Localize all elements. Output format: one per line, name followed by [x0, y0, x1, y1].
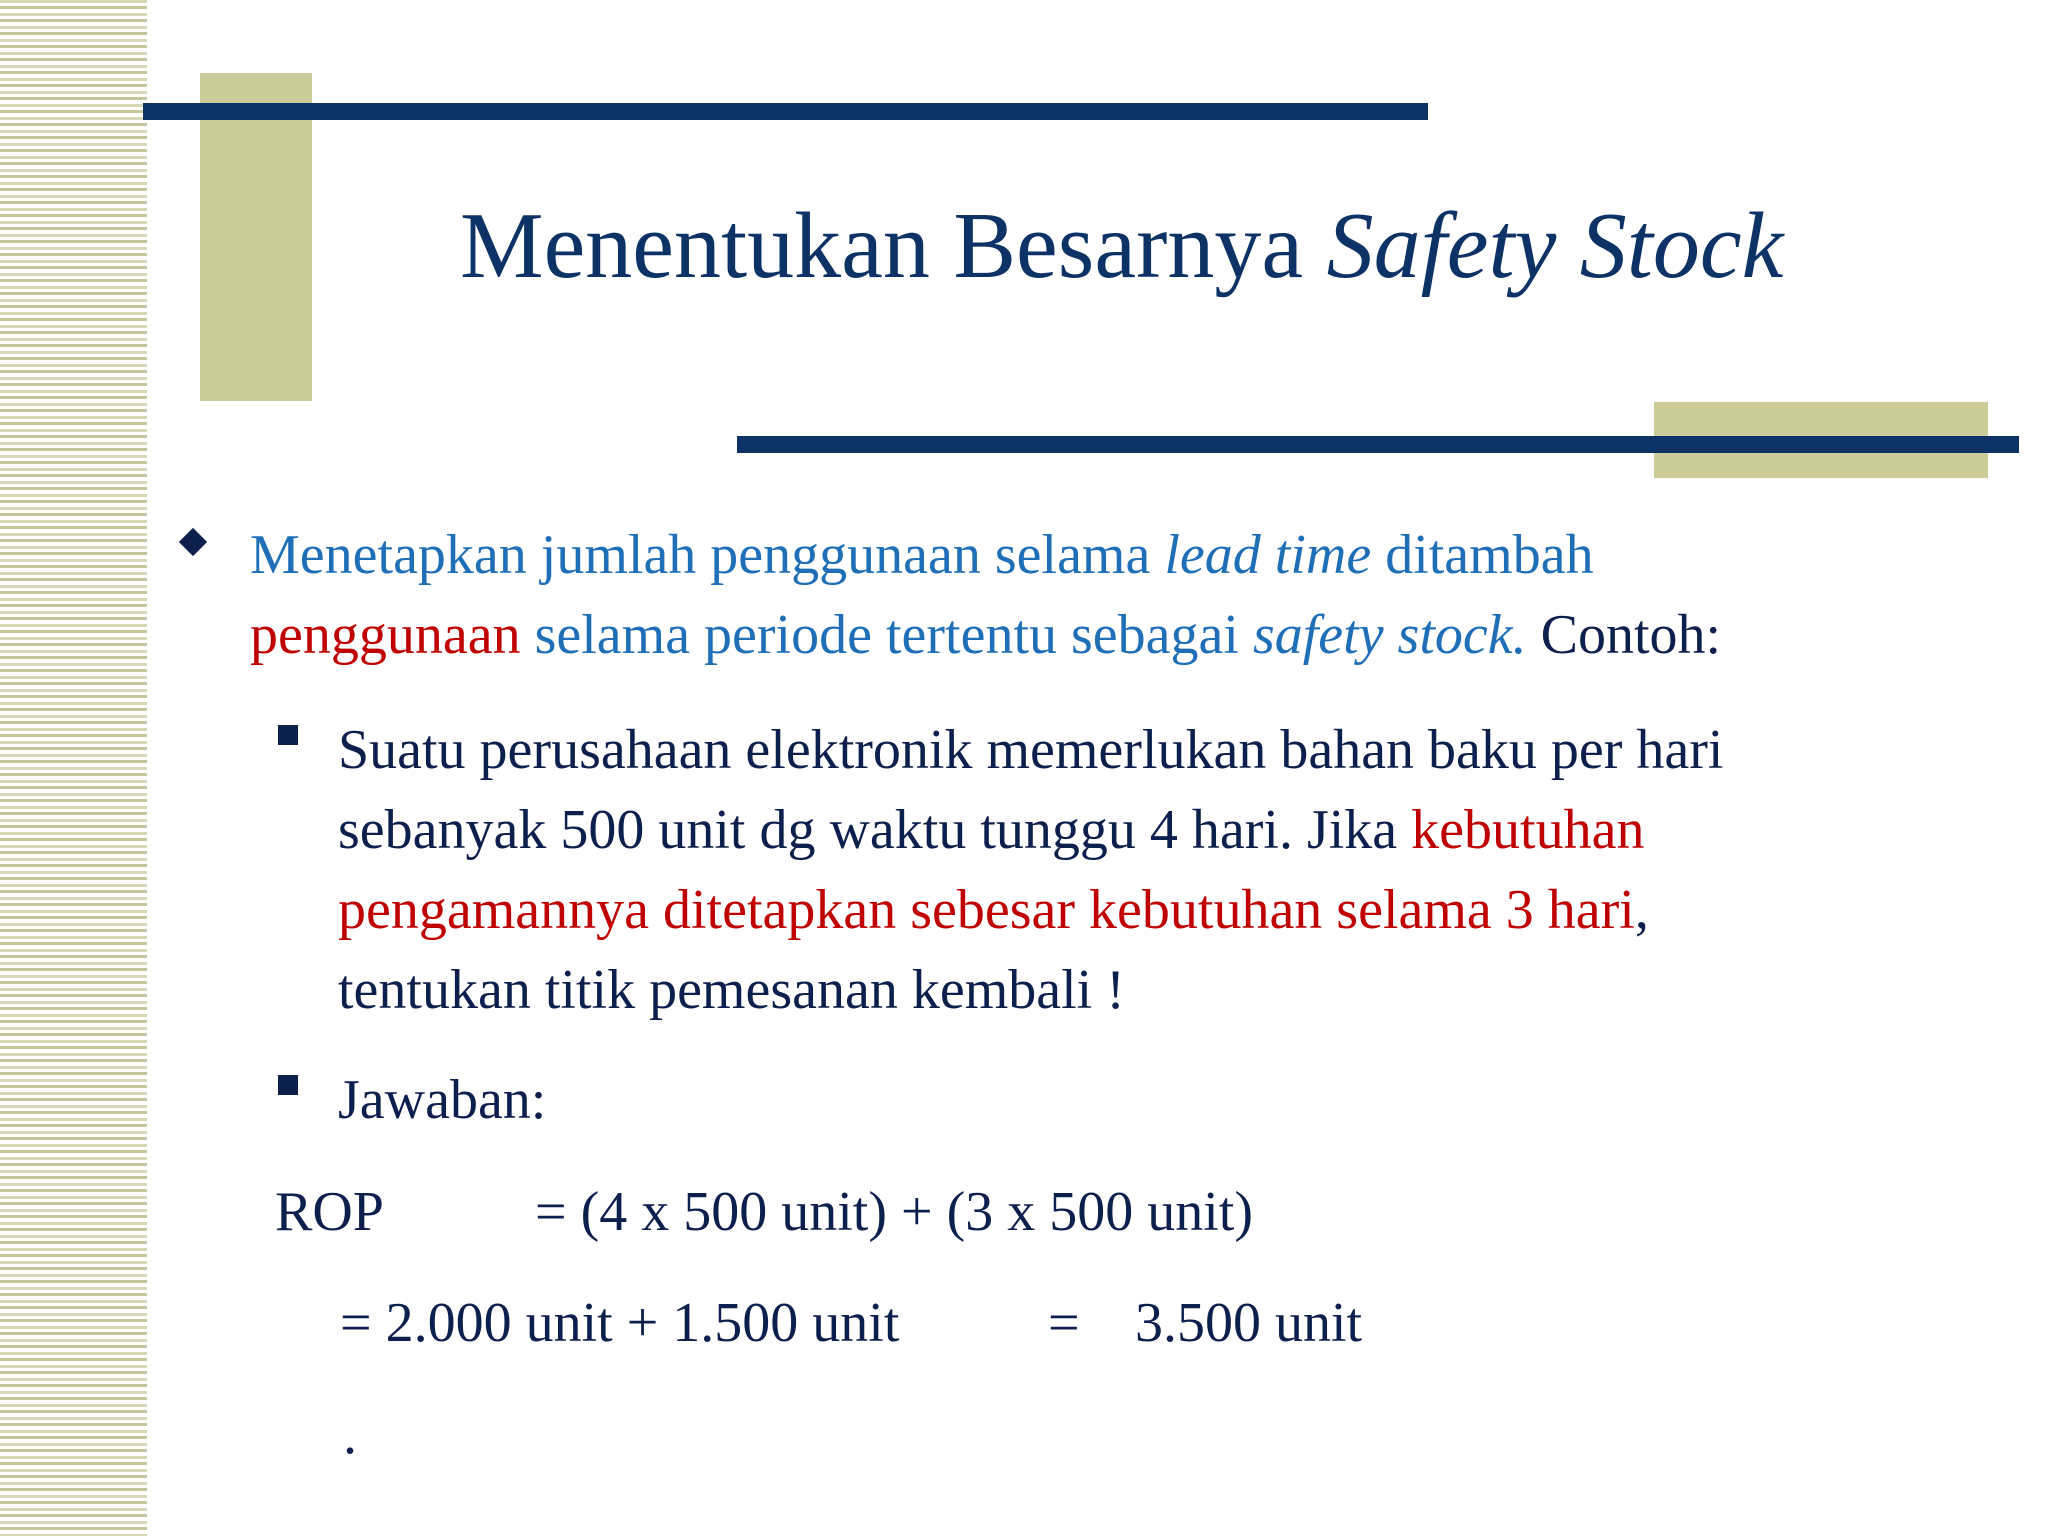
sub1-line1: Suatu perusahaan elektronik memerlukan bahan baku per hari [338, 719, 1724, 781]
sub1-line3 [338, 870, 1649, 950]
formula-result: 3.500 unit [1135, 1292, 1363, 1354]
formula-rop-label: ROP [275, 1181, 384, 1243]
bullet1-line2-text: selama periode tertentu sebagai [520, 604, 1253, 666]
sub1-line2 [338, 790, 1644, 870]
square-bullet-icon [278, 1075, 298, 1095]
formula-equals: = [1048, 1292, 1080, 1354]
bullet1-line2-dark: Contoh: [1526, 604, 1722, 666]
khaki-block-left [200, 73, 312, 401]
square-bullet-icon [278, 725, 298, 745]
formula-rop-expression: = (4 x 500 unit) + (3 x 500 unit) [535, 1181, 1253, 1243]
bullet1-line1-text: Menetapkan jumlah penggunaan selama [250, 524, 1165, 586]
title-italic: Safety Stock [1326, 194, 1784, 298]
formula-line2: = 2.000 unit + 1.500 unit [340, 1292, 900, 1354]
bullet1-line2-italic: safety stock. [1252, 604, 1527, 666]
sub1-line3-comma: , [1634, 879, 1649, 941]
sub1-line4: tentukan titik pemesanan kembali ! [338, 959, 1125, 1021]
sub1-line3-red: pengamannya ditetapkan sebesar kebutuhan selama 3 hari [338, 879, 1635, 941]
bullet1-line1-italic: lead time [1164, 524, 1372, 586]
bottom-rule [737, 436, 2019, 453]
top-rule [143, 103, 1428, 120]
sub1-line2-red: kebutuhan [1411, 799, 1645, 861]
bullet1-line2-red: penggunaan [250, 604, 521, 666]
striped-side-decoration [0, 0, 147, 1536]
bullet1-line2 [250, 595, 1721, 675]
slide-title [460, 190, 2020, 303]
bullet1-line1 [250, 515, 1594, 595]
diamond-bullet-icon [179, 528, 207, 556]
answer-label: Jawaban: [338, 1069, 547, 1131]
sub1-line2-text: sebanyak 500 unit dg waktu tunggu 4 hari. Jika [338, 799, 1412, 861]
bullet1-line1-end: ditambah [1371, 524, 1594, 586]
trailing-dot: . [343, 1404, 357, 1466]
title-main: Menentukan Besarnya [460, 194, 1327, 298]
